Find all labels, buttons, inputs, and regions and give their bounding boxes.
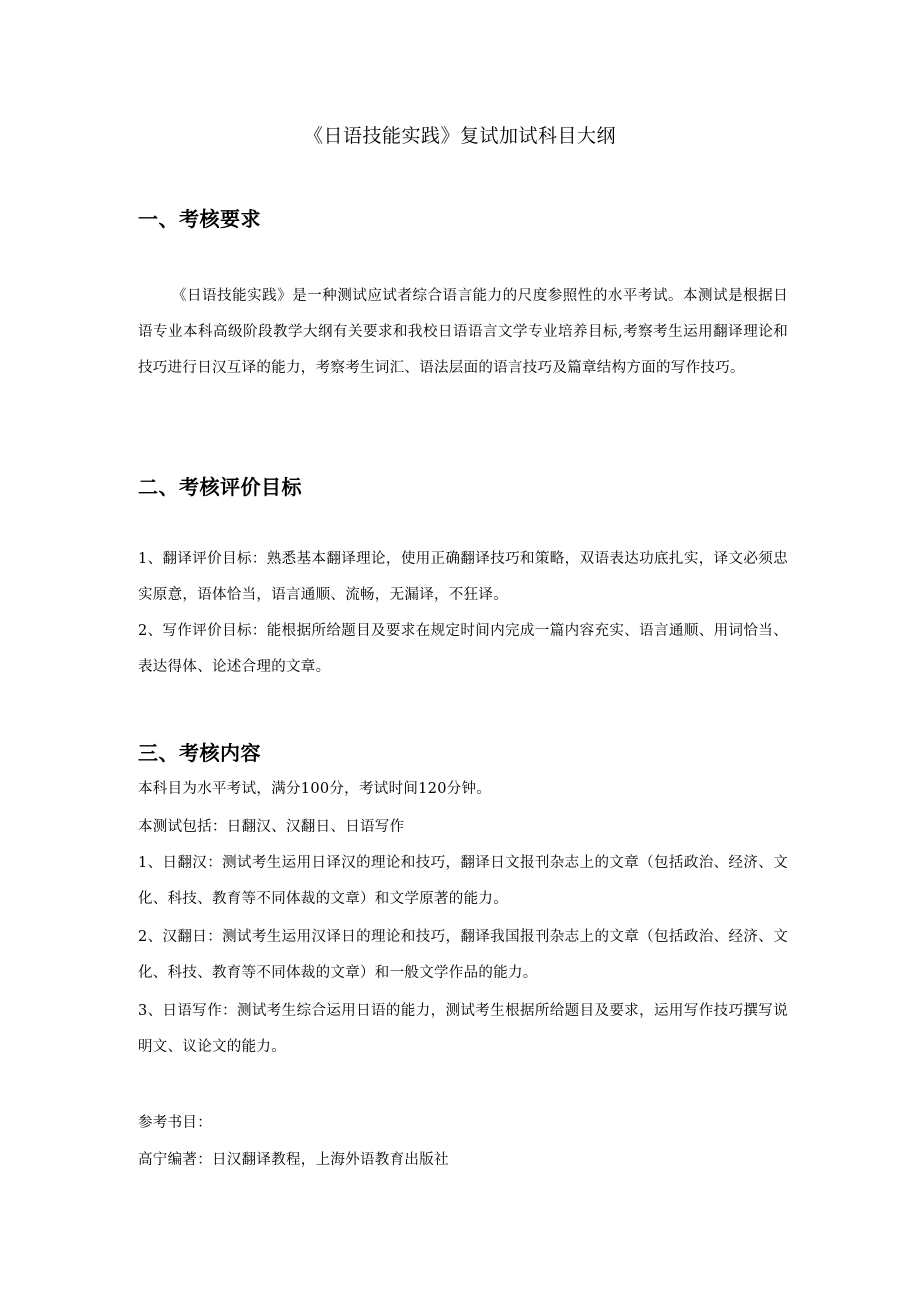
cn-to-jp-paragraph: 2、汉翻日：测试考生运用汉译日的理论和技巧，翻译我国报刊杂志上的文章（包括政治、经济、文化、科技、教育等不同体裁的文章）和一般文学作品的能力。 [138,929,788,981]
section-heading-content: 三、考核内容 [138,741,261,765]
writing-goal-paragraph: 2、写作评价目标：能根据所给题目及要求在规定时间内完成一篇内容充实、语言通顺、用词恰当、表达得体、论述合理的文章。 [138,623,788,675]
requirements-paragraph: 《日语技能实践》是一种测试应试者综合语言能力的尺度参照性的水平考试。本测试是根据日语专业本科高级阶段教学大纲有关要求和我校日语语言文学专业培养目标,考察考生运用翻译理论和技巧进行日汉互译的能力，考察考生词汇、语法层面的语言技巧及篇章结构方面的写作技巧。 [138,288,788,376]
references-label: 参考书目： [138,1115,212,1131]
exam-format-paragraph: 本科目为水平考试，满分100分，考试时间120分钟。 [138,781,492,797]
document-title: 《日语技能实践》复试加试科目大纲 [303,125,616,147]
exam-parts-paragraph: 本测试包括：日翻汉、汉翻日、日语写作 [138,819,405,835]
section-heading-requirements: 一、考核要求 [138,207,261,231]
jp-to-cn-paragraph: 1、日翻汉：测试考生运用日译汉的理论和技巧，翻译日文报刊杂志上的文章（包括政治、经济、文化、科技、教育等不同体裁的文章）和文学原著的能力。 [138,855,788,907]
references-item: 高宁编著：日汉翻译教程，上海外语教育出版社 [138,1152,449,1168]
jp-writing-paragraph: 3、日语写作：测试考生综合运用日语的能力，测试考生根据所给题目及要求，运用写作技巧撰写说明文、议论文的能力。 [138,1003,788,1055]
translation-goal-paragraph: 1、翻译评价目标：熟悉基本翻译理论，使用正确翻译技巧和策略，双语表达功底扎实，译文必须忠实原意，语体恰当，语言通顺、流畅，无漏译，不狂译。 [138,551,788,603]
section-heading-evaluation-goals: 二、考核评价目标 [138,475,302,499]
